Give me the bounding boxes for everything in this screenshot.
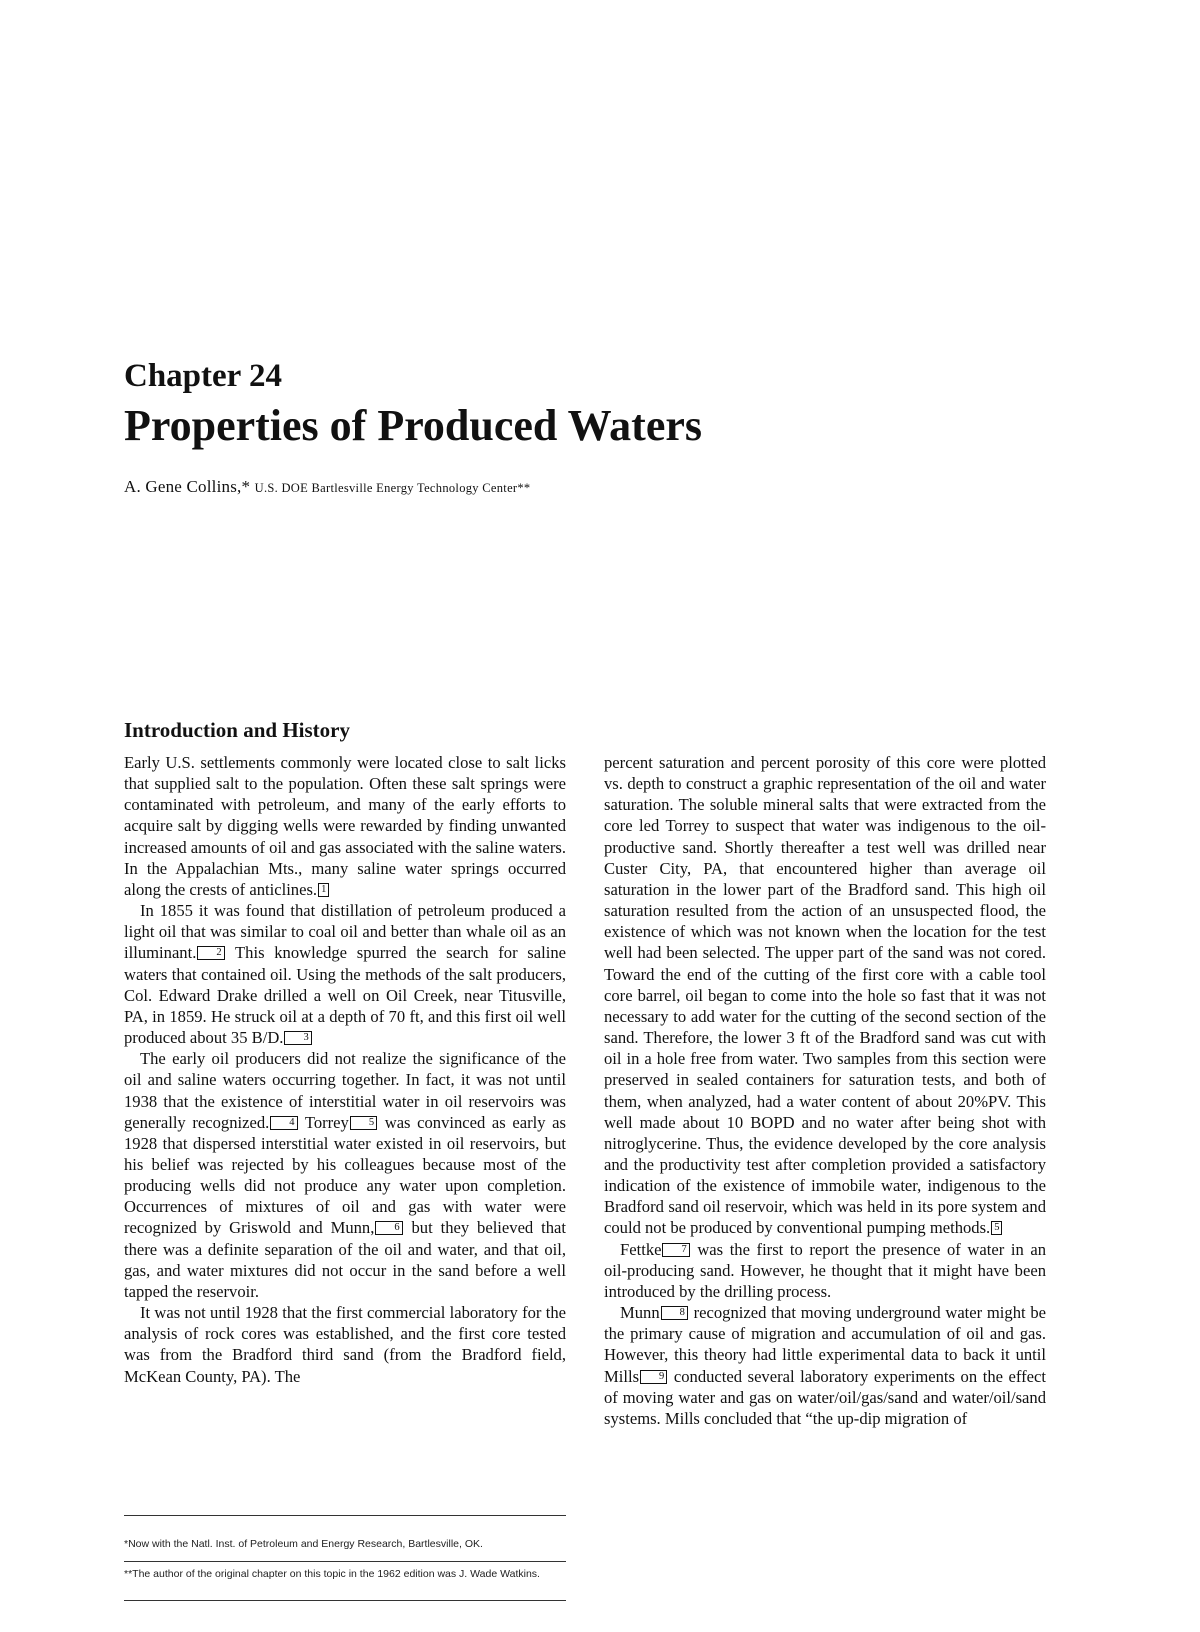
reference-marker: 5	[350, 1116, 377, 1130]
reference-marker: 1	[318, 883, 329, 897]
chapter-label: Chapter 24	[124, 358, 282, 394]
footnote: **The author of the original chapter on this topic in the 1962 edition was J. Wade Watkins.	[124, 1568, 540, 1580]
author-affiliation: U.S. DOE Bartlesville Energy Technology Center**	[254, 481, 531, 495]
footnote-rule	[124, 1600, 566, 1601]
reference-marker: 3	[284, 1031, 311, 1045]
right-column	[604, 752, 1046, 1429]
reference-marker: 5	[991, 1221, 1002, 1235]
footnote-rule	[124, 1515, 566, 1516]
chapter-title: Properties of Produced Waters	[124, 401, 703, 450]
paragraph: Early U.S. settlements commonly were located close to salt licks that supplied salt to the population. Often these salt springs were contaminated with petroleum, and many of the early efforts to acquire salt by digging wells were rewarded by finding unwanted increased amounts of oil and gas associated with the saline waters. In the Appalachian Mts., many saline water springs occurred along the crests of anticlines. 1	[124, 753, 566, 899]
reference-marker: 4	[270, 1116, 297, 1130]
footnote: *Now with the Natl. Inst. of Petroleum and Energy Research, Bartlesville, OK.	[124, 1538, 483, 1550]
author-name: A. Gene Collins,*	[124, 477, 251, 496]
left-column	[124, 752, 566, 1387]
reference-marker: 2	[197, 946, 224, 960]
reference-marker: 6	[375, 1221, 402, 1235]
paragraph: Munn 8 recognized that moving underground water might be the primary cause of migration and accumulation of oil and gas. However, this theory had little experimental data to back it until Mills 9 conducted several laboratory experiments on the effect of moving water and gas on water/oil/gas/sand and water/oil/sand systems. Mills concluded that “the up-dip migration of	[604, 1303, 1046, 1428]
paragraph: percent saturation and percent porosity of this core were plotted vs. depth to construct a graphic representation of the oil and water saturation. The soluble mineral salts that were extracted from the core led Torrey to suspect that water was indigenous to the oil-productive sand. Shortly thereafter a test well was drilled near Custer City, PA, that encountered higher than average oil saturation in the lower part of the Bradford sand. This high oil saturation resulted from the action of an unsuspected flood, the existence of which was not known when the location for the test well had been selected. The upper part of the sand was not cored. Toward the end of the cutting of the first core with a cable tool core barrel, oil began to come into the hole so fast that it was not necessary to add water for the cutting of the second section of the sand. Therefore, the lower 3 ft of the Bradford sand was cut with oil in a hole free from water. Two samples from this section were preserved in sealed containers for saturation tests, and both of them, when analyzed, had a water content of about 20%PV. This well made about 10 BOPD and no water after being shot with nitroglycerine. Thus, the evidence developed by the core analysis and the productivity test after completion provided a satisfactory indication of the existence of immobile water, indigenous to the Bradford sand oil reservoir, which was held in its pore system and could not be produced by conventional pumping methods. 5	[604, 753, 1046, 1238]
reference-marker: 8	[661, 1306, 688, 1320]
paragraph: It was not until 1928 that the first commercial laboratory for the analysis of rock cores was established, and the first core tested was from the Bradford third sand (from the Bradford field, McKean County, PA). The	[124, 1303, 566, 1386]
reference-marker: 9	[640, 1370, 667, 1384]
reference-marker: 7	[662, 1243, 689, 1257]
paragraph: Fettke 7 was the first to report the presence of water in an oil-producing sand. However, he thought that it might have been introduced by the drilling process.	[604, 1239, 1046, 1301]
paragraph: The early oil producers did not realize the significance of the oil and saline waters occurring together. In fact, it was not until 1938 that the existence of interstitial water in oil reservoirs was generally recognized. 4 Torrey 5 was convinced as early as 1928 that dispersed interstitial water existed in oil reservoirs, but his belief was rejected by his colleagues because most of the producing wells did not produce any water upon completion. Occurrences of mixtures of oil and gas with water were recognized by Griswold and Munn, 6 but they believed that there was a definite separation of the oil and water, and that oil, gas, and water mixtures did not occur in the sand before a well tapped the reservoir.	[124, 1049, 566, 1301]
section-heading: Introduction and History	[124, 718, 350, 742]
byline	[124, 477, 531, 497]
footnote-rule	[124, 1561, 566, 1562]
paragraph: In 1855 it was found that distillation of petroleum produced a light oil that was similar to coal oil and better than whale oil as an illuminant. 2 This knowledge spurred the search for saline waters that contained oil. Using the methods of the salt producers, Col. Edward Drake drilled a well on Oil Creek, near Titusville, PA, in 1859. He struck oil at a depth of 70 ft, and this first oil well produced about 35 B/D. 3	[124, 901, 566, 1048]
